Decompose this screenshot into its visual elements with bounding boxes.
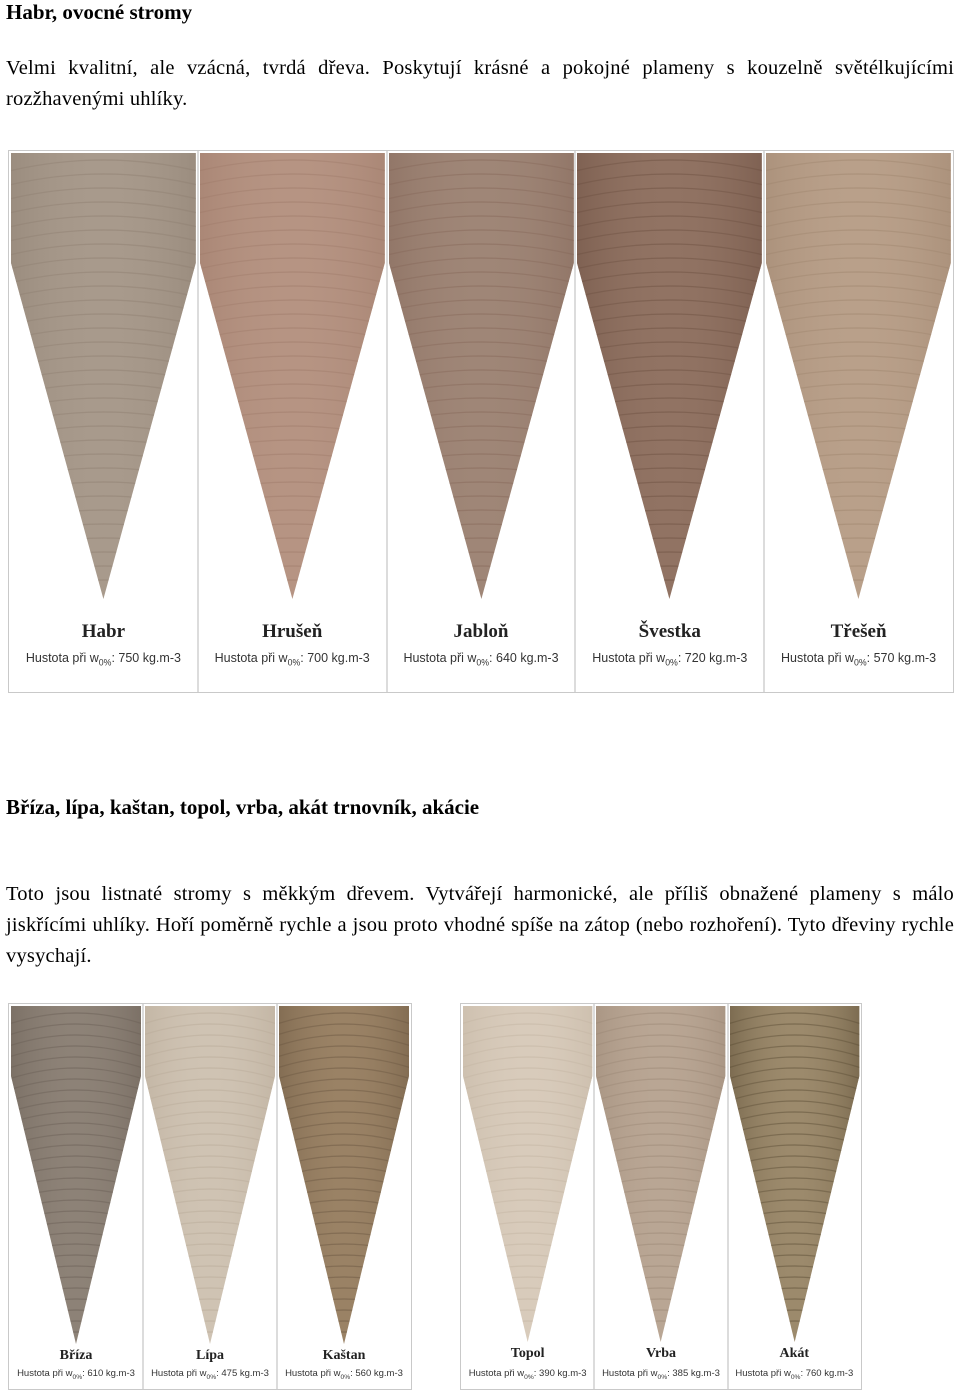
sample-divider xyxy=(763,151,765,692)
wood-density-topol: Hustota při $w_{0\%}$: 390 kg.m-3 xyxy=(468,1368,587,1381)
sample-divider xyxy=(197,151,199,692)
wood-wedge-akat xyxy=(728,1004,861,1346)
wood-wedge-vrba xyxy=(594,1004,727,1346)
wood-name-kastan: Kaštan xyxy=(322,1348,366,1363)
wood-density-kastan: Hustota při $w_{0\%}$: 560 kg.m-3 xyxy=(285,1368,403,1381)
wood-wedge-briza xyxy=(9,1004,143,1348)
sample-divider xyxy=(727,1004,729,1389)
wood-sample-lipa xyxy=(143,1004,277,1389)
wood-sample-topol xyxy=(461,1004,594,1389)
wood-name-habr: Habr xyxy=(81,621,126,642)
wood-sample-briza xyxy=(9,1004,143,1389)
wood-density-hrusen: Hustota při $w_{0\%}$: 700 kg.m-3 xyxy=(214,651,370,668)
wood-name-akat: Akát xyxy=(779,1346,810,1361)
wood-sample-kastan xyxy=(277,1004,411,1389)
wood-density-tresen: Hustota při $w_{0\%}$: 570 kg.m-3 xyxy=(781,651,937,668)
wood-density-vrba: Hustota při $w_{0\%}$: 385 kg.m-3 xyxy=(602,1368,720,1381)
wood-name-vrba: Vrba xyxy=(645,1346,677,1361)
sample-divider xyxy=(142,1004,144,1389)
wood-density-habr: Hustota při $w_{0\%}$: 750 kg.m-3 xyxy=(25,651,181,668)
section-text-hardwoods: Velmi kvalitní, ale vzácná, tvrdá dřeva. Poskytují krásné a pokojné plameny s kouzelně světélkujícími rozžhavenými uhlíky. xyxy=(6,57,954,110)
wood-wedge-topol xyxy=(461,1004,594,1346)
wood-name-lipa: Lípa xyxy=(195,1348,224,1363)
wood-name-topol: Topol xyxy=(510,1346,545,1361)
sample-divider xyxy=(386,151,388,692)
wood-name-jablon: Jabloň xyxy=(453,621,509,642)
section-heading-hardwoods: Habr, ovocné stromy xyxy=(6,0,193,24)
wood-wedge-habr xyxy=(9,151,198,603)
sample-divider xyxy=(574,151,576,692)
wood-wedge-jablon xyxy=(387,151,576,603)
wood-wedge-tresen xyxy=(764,151,953,603)
wood-sample-svestka xyxy=(575,151,764,692)
wood-sample-akat xyxy=(728,1004,861,1389)
wood-samples-figure-softwoods-left xyxy=(8,1003,412,1390)
wood-wedge-svestka xyxy=(575,151,764,603)
wood-density-jablon: Hustota při $w_{0\%}$: 640 kg.m-3 xyxy=(403,651,559,668)
wood-wedge-kastan xyxy=(277,1004,411,1348)
wood-samples-figure-hardwoods xyxy=(8,150,954,693)
sample-divider xyxy=(276,1004,278,1389)
section-text-softwoods: Toto jsou listnaté stromy s měkkým dřevem. Vytvářejí harmonické, ale příliš obnažené plameny s málo jiskřícími uhlíky. Hoří poměrně rychle a jsou proto vhodné spíše na zátop (nebo rozhoření). Tyto dřeviny rychle vysychají. xyxy=(6,883,954,967)
wood-density-svestka: Hustota při $w_{0\%}$: 720 kg.m-3 xyxy=(592,651,748,668)
wood-name-svestka: Švestka xyxy=(638,621,701,642)
wood-sample-tresen xyxy=(764,151,953,692)
wood-samples-figure-softwoods-right xyxy=(460,1003,862,1390)
wood-wedge-hrusen xyxy=(198,151,387,603)
sample-divider xyxy=(593,1004,595,1389)
wood-sample-vrba xyxy=(594,1004,727,1389)
wood-name-hrusen: Hrušeň xyxy=(262,621,323,642)
wood-sample-habr xyxy=(9,151,198,692)
wood-name-briza: Bříza xyxy=(59,1348,93,1363)
section-heading-softwoods: Bříza, lípa, kaštan, topol, vrba, akát trnovník, akácie xyxy=(6,795,480,819)
wood-density-briza: Hustota při $w_{0\%}$: 610 kg.m-3 xyxy=(17,1368,135,1381)
wood-wedge-lipa xyxy=(143,1004,277,1348)
wood-density-akat: Hustota při $w_{0\%}$: 760 kg.m-3 xyxy=(735,1368,854,1381)
wood-density-lipa: Hustota při $w_{0\%}$: 475 kg.m-3 xyxy=(151,1368,269,1381)
wood-name-tresen: Třešeň xyxy=(830,621,887,642)
wood-sample-jablon xyxy=(387,151,576,692)
wood-sample-hrusen xyxy=(198,151,387,692)
